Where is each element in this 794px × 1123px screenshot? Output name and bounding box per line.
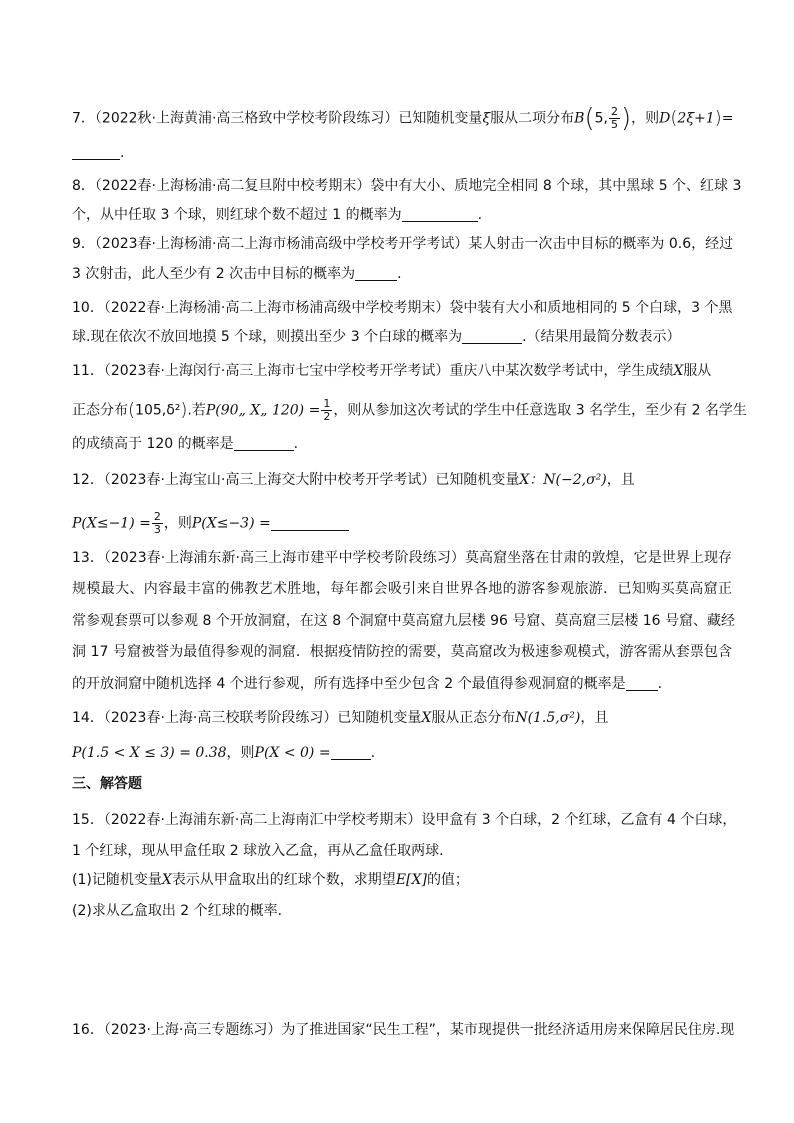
q14-text-1c: ，且 <box>580 710 609 726</box>
q15-line-2: 1 个红球，现从甲盒任取 2 球放入乙盒，再从乙盒任取两球． <box>72 843 454 859</box>
q15-var-x: X <box>161 872 172 888</box>
q14-answer-blank[interactable] <box>331 745 371 760</box>
q16-line-1: 16．（2023·上海·高三专题练习）为了推进国家“民生工程”，某市现提供一批经济适用房来保障居民住房.现 <box>72 1022 735 1038</box>
q13-text-5: 的开放洞窟中随机选择 4 个进行参观，所有选择中至少包含 2 个最值得参观洞窟的概率是 <box>72 676 626 692</box>
q14-line-1 <box>72 709 732 727</box>
q11-answer-blank[interactable] <box>234 436 294 451</box>
q13-line-5: 的开放洞窟中随机选择 4 个进行参观，所有选择中至少包含 2 个最值得参观洞窟的概率是 . <box>72 676 663 692</box>
q10-text: 球.现在依次不放回地摸 5 个球，则摸出至少 3 个白球的概率为 <box>72 329 463 345</box>
q14-text-1a: 14．（2023春·上海·高三校联考阶段练习）已知随机变量 <box>72 710 422 726</box>
q13-line-1: 13．（2023春·上海浦东新·高三上海市建平中学校考阶段练习）莫高窟坐落在甘肃的敦煌，它是世界上现存 <box>72 550 732 566</box>
q8-line-2: 个，从中任取 3 个球，则红球个数不超过 1 的概率为 . <box>72 207 483 223</box>
q12-text-1: 12．（2023春·上海宝山·高三上海交大附中校考开学考试）已知随机变量 <box>72 472 520 488</box>
q8-text: 个，从中任取 3 个球，则红球个数不超过 1 的概率为 <box>72 207 402 223</box>
q12-text-1-end: ，且 <box>606 472 635 488</box>
q14-line-2: P(1.5 < X ≤ 3) = 0.38，则P(X < 0) = . <box>72 745 376 761</box>
q12-line-2 <box>72 511 732 536</box>
q7-expr: 2ξ+1 <box>677 110 715 127</box>
q7-var-d: D <box>659 110 671 127</box>
q11-text-2a: 正态分布 <box>72 402 128 419</box>
q7-answer-line: . <box>72 144 732 162</box>
q10-answer-blank[interactable] <box>462 329 522 344</box>
q10-line-2 <box>72 328 732 346</box>
q11-line-3: 的成绩高于 120 的概率是 . <box>72 436 299 452</box>
q15-part-2: (2)求从乙盒取出 2 个红球的概率． <box>72 903 292 919</box>
q15-expectation: E[X] <box>395 872 427 888</box>
q11-text-1-end: 服从 <box>683 363 712 379</box>
q7-answer-blank[interactable] <box>72 145 120 160</box>
q11-text-2b: .若 <box>187 402 206 419</box>
q7-var-xi: ξ <box>482 110 491 127</box>
q12-prob-2: P(X≤−3) = <box>191 515 271 532</box>
q9-line-1: 9．（2023春·上海杨浦·高二上海市杨浦高级中学校考开学考试）某人射击一次击中目标的概率为 0.6，经过 <box>72 236 734 252</box>
q9-text: 3 次射击，此人至少有 2 次击中目标的概率为 <box>72 266 356 282</box>
section-heading: 三、解答题 <box>72 776 142 792</box>
q14-prob-2: P(X < 0) = <box>254 745 331 761</box>
q7-mid2: ，则 <box>631 110 660 127</box>
q11-normal-params: 105,δ² <box>135 402 181 419</box>
q7-binom-b: B <box>574 110 585 127</box>
q7-source: 7．（2022秋·上海黄浦·高三格致中学校考阶段练习）已知随机变量 <box>72 110 483 127</box>
q14-distribution: N(1.5,σ²) <box>515 710 581 726</box>
q9-answer-blank[interactable] <box>355 266 397 281</box>
q13-line-3: 常参观套票可以参观 8 个开放洞窟，在这 8 个洞窟中莫高窟九层楼 96 号窟、莫高窟三层楼 16 号窟、藏经 <box>72 613 736 629</box>
q12-line-1 <box>72 471 732 489</box>
q13-answer-blank[interactable] <box>626 676 658 691</box>
q11-line-1 <box>72 362 732 380</box>
q12-text-mid: ，则 <box>163 515 192 532</box>
q14-text-1b: 服从正态分布 <box>431 710 516 726</box>
q15-line-1: 15．（2022春·上海浦东新·高二上海南汇中学校考期末）设甲盒有 3 个白球，2 个红球，乙盒有 4 个白球， <box>72 812 737 828</box>
q12-fraction: $\frac{2}{3}$ <box>153 510 161 536</box>
q15-part1-text-c: 的值； <box>426 872 469 888</box>
q7-binom-n: 5 <box>594 110 604 127</box>
q15-part1-text-b: 表示从甲盒取出的红球个数，求期望 <box>171 872 396 888</box>
q15-part-1 <box>72 871 732 889</box>
q14-var-x: X <box>421 710 432 726</box>
q10-note: .（结果用最简分数表示） <box>522 329 681 345</box>
q9-line-2: 3 次射击，此人至少有 2 次击中目标的概率为 . <box>72 266 402 282</box>
q11-prob-expr: P(90„ X„ 120) = <box>205 402 321 419</box>
q7-tail: = <box>721 110 734 127</box>
q11-line-2: 正态分布(105,δ²).若P(90„ X„ 120) = $\frac{1}{2}$ ，则从参加这次考试的学生中任意选取 3 名学生，至少有 2 名学生 <box>72 397 747 423</box>
q13-line-2: 规模最大、内容最丰富的佛教艺术胜地，每年都会吸引来自世界各地的游客参观旅游．已知购买莫高窟正 <box>72 581 732 597</box>
q8-answer-blank[interactable] <box>402 207 478 222</box>
q11-text-3: 的成绩高于 120 的概率是 <box>72 436 234 452</box>
q11-text-2c: ，则从参加这次考试的学生中任意选取 3 名学生，至少有 2 名学生 <box>333 402 747 419</box>
q8-line-1: 8．（2022春·上海杨浦·高二复旦附中校考期末）袋中有大小、质地完全相同 8 个球，其中黑球 5 个、红球 3 <box>72 178 742 194</box>
q15-part1-text-a: (1)记随机变量 <box>72 872 162 888</box>
q11-fraction: $\frac{1}{2}$ <box>323 397 331 423</box>
q10-line-1: 10．（2022春·上海杨浦·高二上海市杨浦高级中学校考期末）袋中装有大小和质地相同的 5 个白球，3 个黑 <box>72 300 733 316</box>
q14-text-mid: ，则 <box>226 745 255 761</box>
question-7: 7．（2022秋·上海黄浦·高三格致中学校考阶段练习）已知随机变量ξ服从二项分布B(5, $\frac{2}{5}$ )，则D(2ξ+1)= <box>72 103 734 134</box>
q12-prob-1: P(X≤−1) = <box>72 515 151 532</box>
q11-var-x: X <box>673 363 684 379</box>
q12-answer-blank[interactable] <box>271 516 349 531</box>
q12-distribution: X：N(−2,σ²) <box>519 472 607 488</box>
q11-text-1: 11．（2023春·上海闵行·高三上海市七宝中学校考开学考试）重庆八中某次数学考试中，学生成绩 <box>72 363 674 379</box>
q7-binom-p: $\frac{2}{5}$ <box>610 105 618 131</box>
q13-line-4: 洞 17 号窟被誉为最值得参观的洞窟．根据疫情防控的需要，莫高窟改为极速参观模式，游客需从套票包含 <box>72 644 732 660</box>
q7-mid1: 服从二项分布 <box>490 110 575 127</box>
q14-prob-1: P(1.5 < X ≤ 3) = 0.38 <box>72 745 227 761</box>
